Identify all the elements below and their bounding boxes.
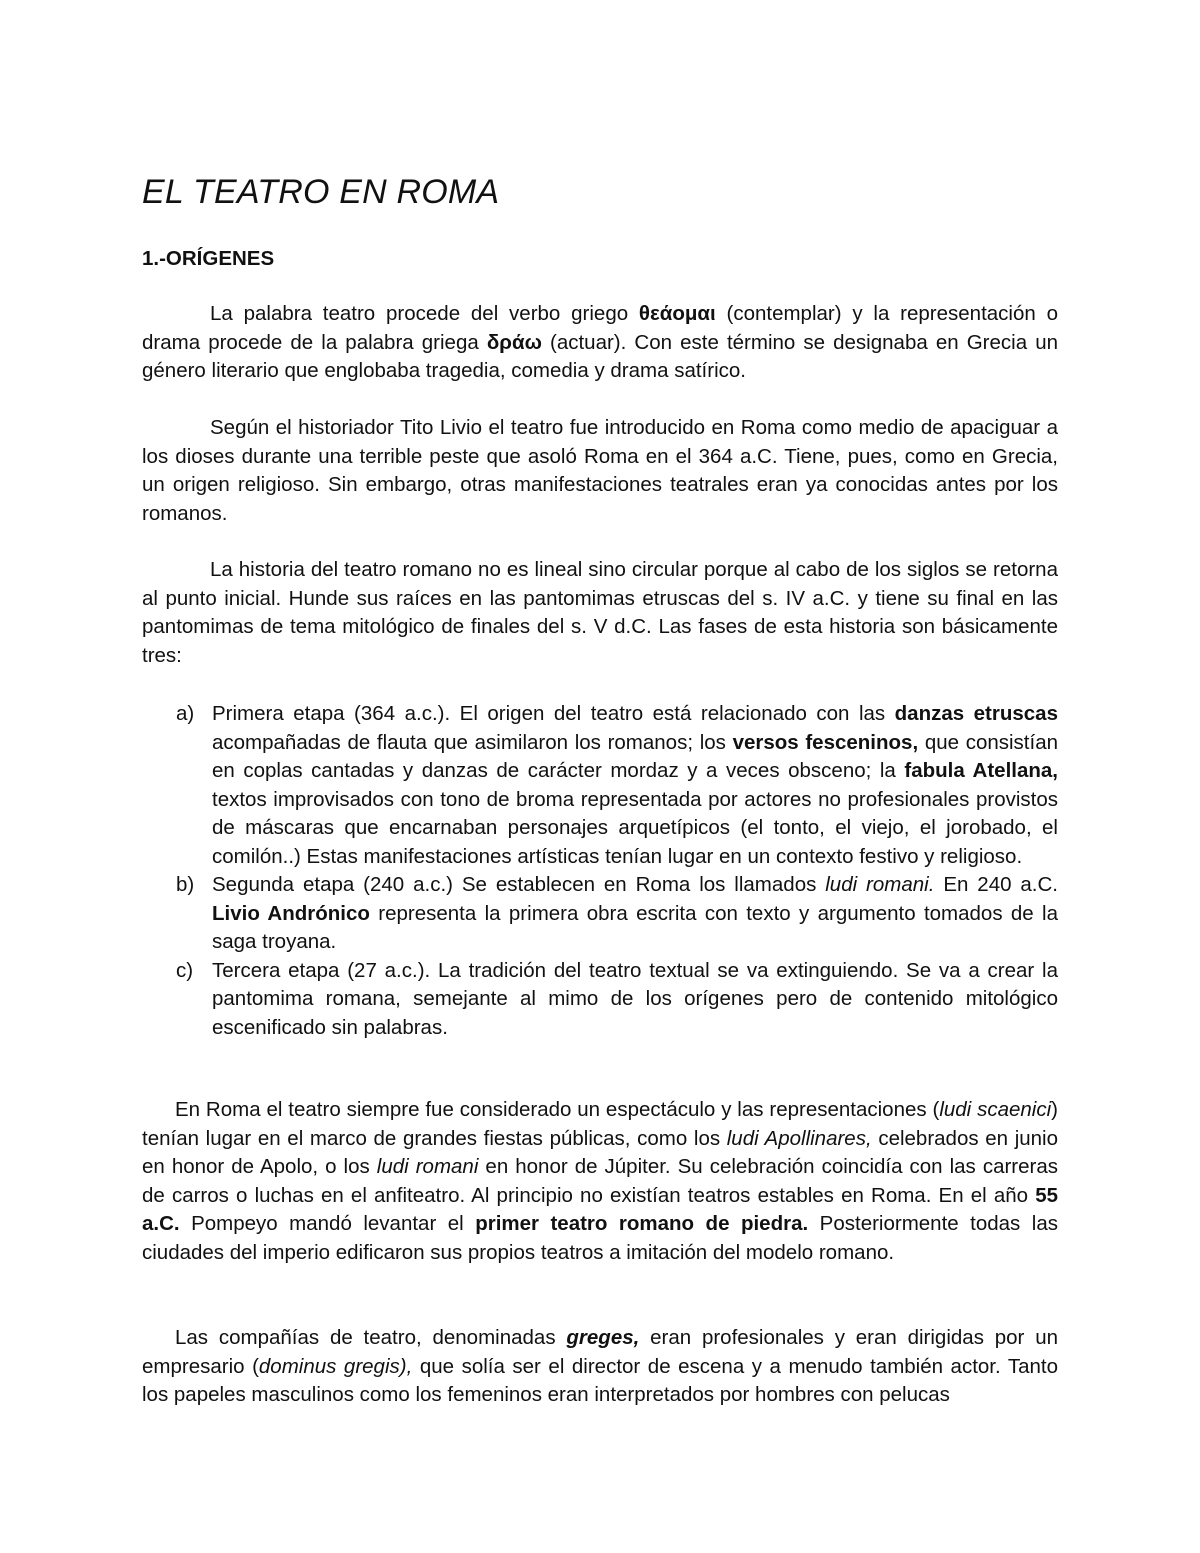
bold-term: danzas etruscas — [894, 702, 1058, 725]
list-marker: a) — [176, 702, 195, 725]
italic-term: ludi romani — [376, 1155, 479, 1178]
text-run: en honor de Júpiter. Su celebración coincidía con las carreras de carros o luchas en el anfiteatro. Al principio no existían teatros estables en Roma. En el año — [142, 1155, 1059, 1207]
text-run: Pompeyo mandó levantar el — [179, 1212, 476, 1235]
text-run: Segunda etapa (240 a.c.) Se establecen en Roma los llamados — [212, 873, 826, 896]
italic-term: ludi scaenici — [939, 1098, 1052, 1121]
bold-term: primer teatro romano de piedra. — [475, 1212, 809, 1235]
text-run: La palabra teatro procede del verbo griego — [210, 302, 639, 325]
text-run: Posteriormente todas las ciudades del imperio edificaron sus propios teatros a imitación del modelo romano. — [142, 1212, 1058, 1264]
text-run: ) tenían lugar en el marco de grandes fiestas públicas, como los — [142, 1098, 1058, 1150]
paragraph-tito-livio: Según el historiador Tito Livio el teatro fue introducido en Roma como medio de apaciguar a los dioses durante una terrible peste que asoló Roma en el 364 a.C. Tiene, pues, como en Grecia, un origen religioso. Sin embargo, otras manifestaciones teatrales eran ya conocidas antes por los romanos. — [142, 416, 1058, 525]
list-item-stage-c — [142, 957, 1058, 1043]
italic-term: ludi Apollinares, — [726, 1126, 872, 1150]
greek-word-drao: δράω — [486, 330, 542, 354]
stages-list — [142, 700, 1058, 1042]
paragraph-companias — [142, 1324, 1058, 1410]
bold-term: Livio Andrónico — [212, 901, 370, 925]
section-heading-origenes: 1.-ORÍGENES — [142, 247, 275, 270]
page-title: EL TEATRO EN ROMA — [142, 173, 500, 211]
paragraph-ludi — [142, 1096, 1058, 1267]
text-run: acompañadas de flauta que asimilaron los romanos; los — [212, 730, 733, 754]
list-item-stage-b — [142, 871, 1058, 957]
text-run: textos improvisados con tono de broma representada por actores no profesionales provistos de máscaras que encarnaban personajes arquetípicos (el tonto, el viejo, el jorobado, el comilón..) Estas manifestaciones artísticas tenían lugar en un contexto festivo y religioso. — [212, 787, 1058, 868]
bold-term: fabula Atellana, — [904, 759, 1058, 782]
italic-term: dominus gregis), — [258, 1354, 413, 1378]
list-marker: c) — [176, 958, 194, 982]
text-run: En 240 a.C. — [934, 873, 1058, 896]
list-marker: b) — [176, 873, 195, 896]
text-run: (actuar). Con este término se designaba en Grecia un género literario que englobaba tragedia, comedia y drama satírico. — [142, 330, 1058, 382]
paragraph-etymology — [142, 300, 1058, 386]
paragraph-history: La historia del teatro romano no es lineal sino circular porque al cabo de los siglos se retorna al punto inicial. Hunde sus raíces en las pantomimas etruscas del s. IV a.C. y tiene su final en las pantomimas de tema mitológico de finales del s. V d.C. Las fases de esta historia son básicamente tres: — [142, 558, 1058, 667]
text-run: representa la primera obra escrita con texto y argumento tomados de la saga troyana. — [212, 901, 1059, 953]
italic-term: ludi romani. — [825, 873, 935, 896]
text-run: eran profesionales y eran dirigidas por un empresario ( — [142, 1326, 1058, 1378]
text-run: En Roma el teatro siempre fue considerado un espectáculo y las representaciones ( — [175, 1098, 940, 1121]
text-run: Las compañías de teatro, denominadas — [175, 1326, 567, 1349]
text-run: que solía ser el director de escena y a menudo también actor. Tanto los papeles masculinos como los femeninos eran interpretados por hombres con pelucas — [142, 1354, 1059, 1406]
greek-word-theaomai: θεάομαι — [638, 302, 716, 325]
list-item-stage-a — [142, 700, 1058, 871]
bold-term: versos fesceninos, — [732, 730, 919, 754]
text-run: Tercera etapa (27 a.c.). La tradición del teatro textual se va extinguiendo. Se va a crear la pantomima romana, semejante al mimo de los orígenes pero de contenido mitológico escenificado sin palabras. — [212, 958, 1058, 1039]
text-run: Primera etapa (364 a.c.). El origen del teatro está relacionado con las — [212, 702, 895, 725]
text-run: (contemplar) y la representación o drama procede de la palabra griega — [142, 302, 1058, 354]
bold-term: 55 a.C. — [142, 1183, 1058, 1235]
text-run: que consistían en coplas cantadas y danzas de carácter mordaz y a veces obsceno; la — [212, 730, 1058, 782]
text-run: celebrados en junio en honor de Apolo, o los — [142, 1126, 1059, 1178]
bold-italic-term: greges, — [566, 1326, 640, 1349]
